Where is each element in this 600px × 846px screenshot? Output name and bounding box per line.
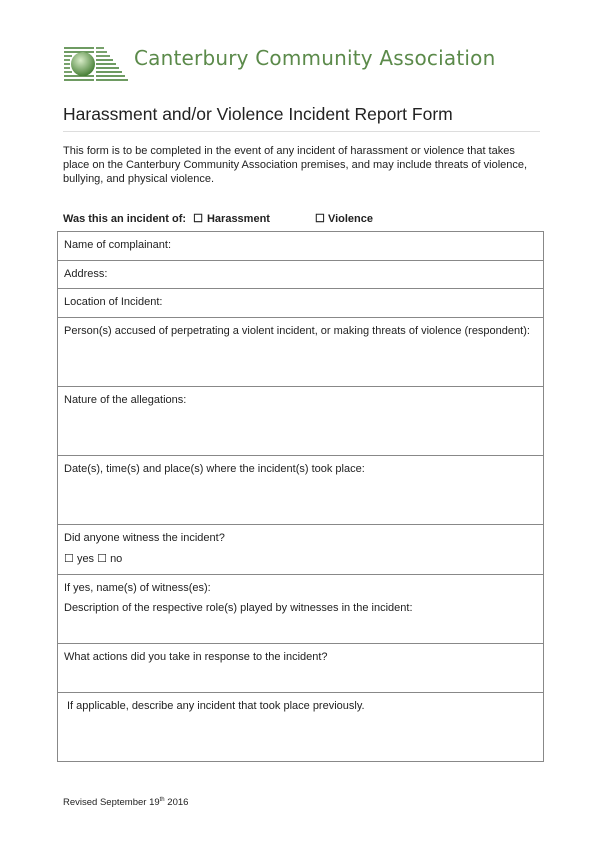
field-label: Date(s), time(s) and place(s) where the incident(s) took place: bbox=[64, 463, 365, 475]
field-label: Location of Incident: bbox=[64, 296, 163, 308]
field-label: What actions did you take in response to the incident? bbox=[64, 651, 328, 663]
logo-icon bbox=[64, 46, 128, 84]
intro-text: This form is to be completed in the event of any incident of harassment or violence that takes place on the Canterbury Community Association premises, and may include threats of violence, bullying, and physical violence. bbox=[63, 145, 528, 185]
location-field[interactable] bbox=[58, 289, 544, 318]
violence-checkbox[interactable]: ☐ bbox=[315, 213, 325, 225]
actions-taken-field[interactable] bbox=[58, 644, 544, 693]
field-label: If applicable, describe any incident that took place previously. bbox=[67, 700, 365, 712]
complainant-name-field[interactable] bbox=[58, 232, 544, 261]
field-label: Name of complainant: bbox=[64, 239, 171, 251]
witness-question-field bbox=[58, 525, 544, 575]
revision-footer bbox=[63, 797, 188, 808]
no-label: no bbox=[110, 553, 123, 565]
field-label: Did anyone witness the incident? bbox=[64, 532, 225, 544]
revised-text: Revised September 19 bbox=[63, 797, 160, 809]
field-label: If yes, name(s) of witness(es): bbox=[64, 582, 211, 594]
previous-incident-field[interactable] bbox=[58, 693, 544, 762]
no-checkbox[interactable]: ☐ bbox=[97, 553, 107, 565]
violence-label: Violence bbox=[327, 213, 373, 225]
revised-year: 2016 bbox=[167, 797, 189, 809]
datetime-place-field[interactable] bbox=[58, 456, 544, 525]
organization-name: Canterbury Community Association bbox=[134, 46, 496, 70]
yes-checkbox[interactable]: ☐ bbox=[64, 553, 74, 565]
violence-option bbox=[315, 212, 373, 225]
field-label: Address: bbox=[64, 268, 108, 280]
harassment-label: Harassment bbox=[206, 213, 270, 225]
incident-question-label: Was this an incident of: bbox=[63, 213, 187, 225]
incident-form-table bbox=[57, 231, 544, 762]
witness-names-field[interactable] bbox=[58, 575, 544, 644]
field-sublabel: Description of the respective role(s) played by witnesses in the incident: bbox=[64, 602, 413, 614]
revised-sup: th bbox=[159, 797, 165, 803]
respondent-field[interactable] bbox=[58, 318, 544, 387]
page-title: Harassment and/or Violence Incident Report Form bbox=[63, 104, 453, 124]
allegations-field[interactable] bbox=[58, 387, 544, 456]
field-label: Nature of the allegations: bbox=[64, 394, 187, 406]
field-label: Person(s) accused of perpetrating a violent incident, or making threats of violence (respondent): bbox=[64, 325, 530, 337]
address-field[interactable] bbox=[58, 261, 544, 289]
yes-label: yes bbox=[76, 553, 95, 565]
harassment-checkbox[interactable]: ☐ bbox=[193, 213, 203, 225]
incident-type-question bbox=[63, 212, 274, 225]
divider bbox=[63, 131, 540, 132]
